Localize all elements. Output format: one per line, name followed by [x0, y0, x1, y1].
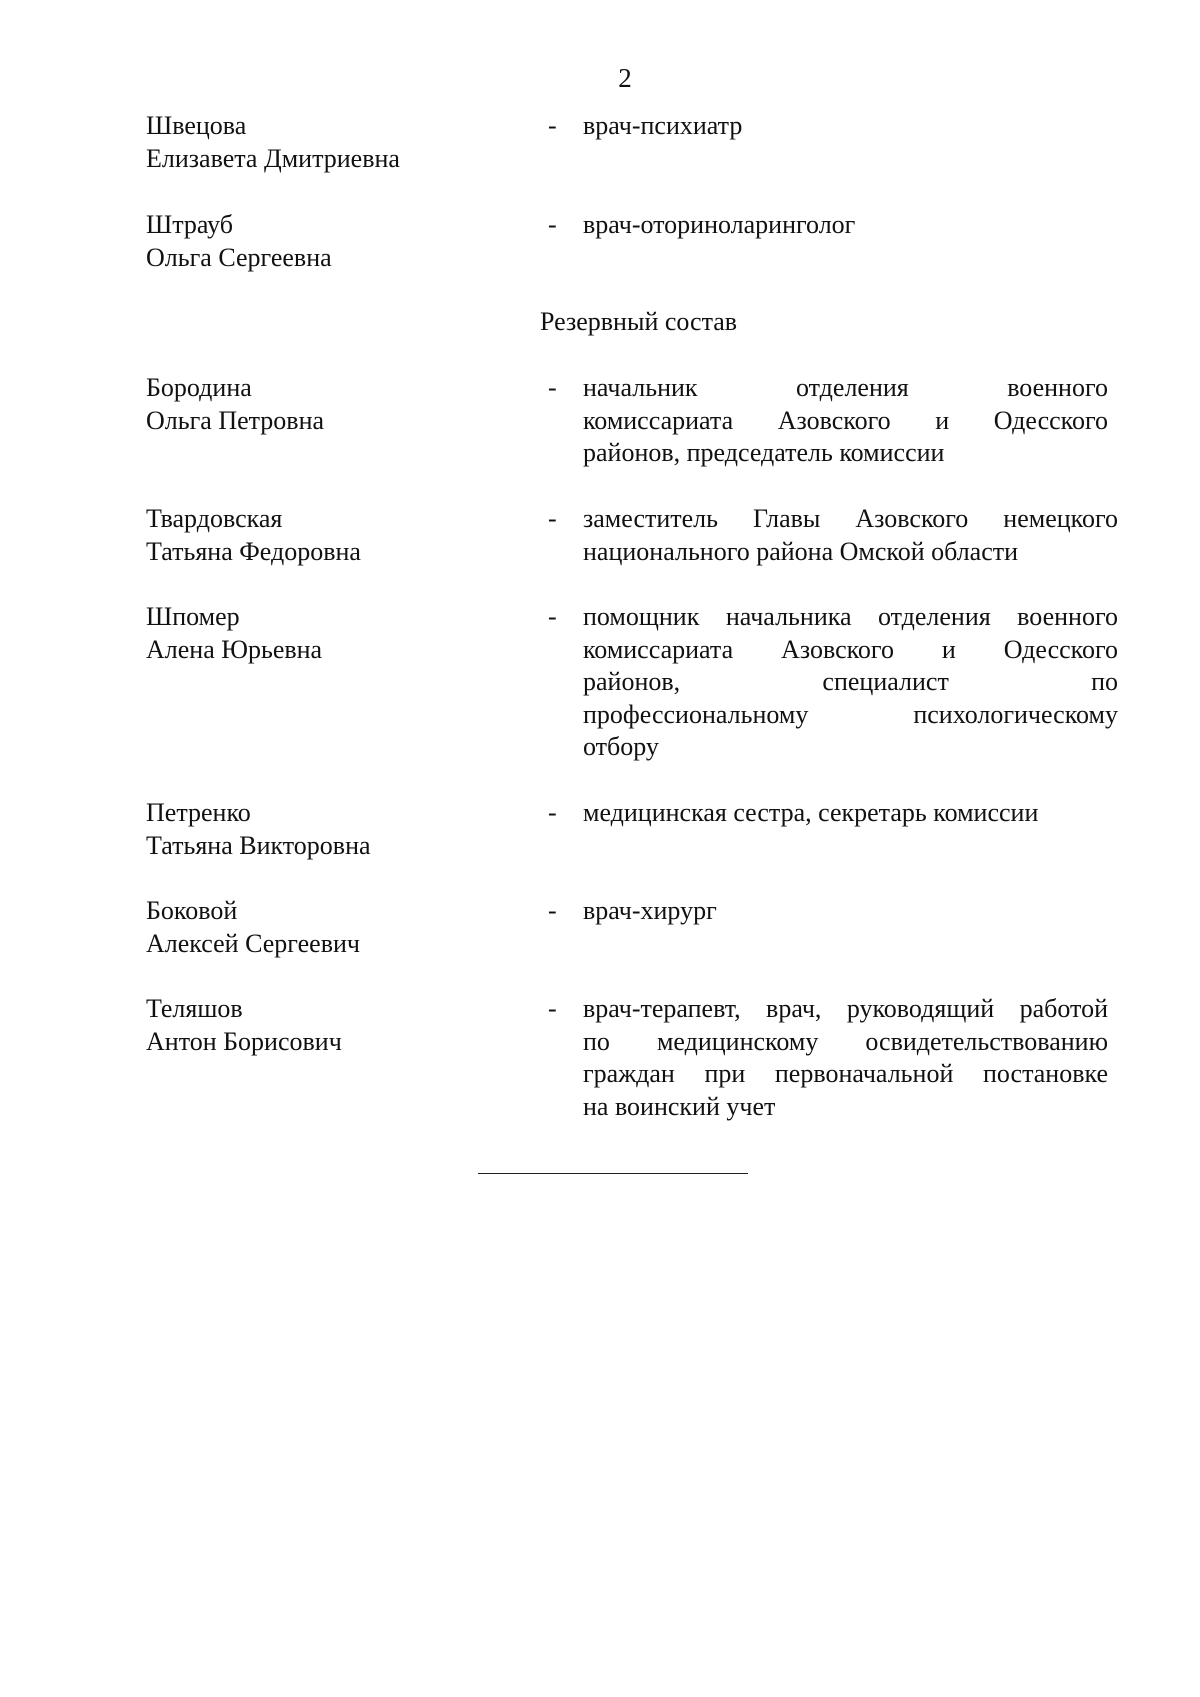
member-name: [146, 372, 526, 437]
dash-separator: -: [548, 111, 557, 140]
dash-separator: -: [548, 994, 557, 1023]
member-role: [583, 503, 1118, 568]
role-line: национального района Омской области: [583, 536, 1019, 566]
member-surname: Шпомер: [146, 602, 240, 631]
member-role: [583, 993, 1108, 1123]
member-surname: Твардовская: [146, 504, 283, 533]
member-surname: Швецова: [146, 111, 247, 140]
member-name: [146, 601, 526, 666]
role-line: профессиональному психологическому: [583, 699, 1118, 729]
member-role: [583, 372, 1108, 470]
end-of-list-rule: [478, 1173, 748, 1174]
member-name: [146, 993, 526, 1058]
member-name: [146, 797, 526, 862]
role-line: врач-терапевт, врач, руководящий работой: [583, 994, 1108, 1023]
page-number: 2: [618, 63, 632, 93]
member-surname: Бородина: [146, 373, 252, 402]
member-given-name: Алексей Сергеевич: [146, 928, 360, 958]
member-surname: Петренко: [146, 798, 251, 827]
role-line: районов, специалист по: [583, 667, 1118, 696]
member-surname: Теляшов: [146, 994, 243, 1023]
role-line: помощник начальника отделения военного: [583, 602, 1118, 631]
member-given-name: Елизавета Дмитриевна: [146, 143, 400, 173]
member-given-name: Татьяна Викторовна: [146, 830, 371, 860]
role-line: врач-оториноларинголог: [583, 210, 856, 239]
member-surname: Штрауб: [146, 210, 234, 239]
role-line: заместитель Главы Азовского немецкого: [583, 504, 1118, 533]
member-role: [583, 797, 1113, 830]
member-name: [146, 895, 526, 960]
member-role: [583, 601, 1118, 764]
role-line: комиссариата Азовского и Одесского: [583, 405, 1108, 435]
member-given-name: Ольга Сергеевна: [146, 242, 332, 272]
role-line: граждан при первоначальной постановке: [583, 1059, 1108, 1088]
member-given-name: Ольга Петровна: [146, 405, 325, 435]
role-line: отбору: [583, 732, 659, 761]
dash-separator: -: [548, 504, 557, 533]
role-line: районов, председатель комиссии: [583, 438, 945, 467]
member-name: [146, 209, 526, 274]
role-line: по медицинскому освидетельствованию: [583, 1026, 1108, 1056]
member-given-name: Антон Борисович: [146, 1026, 342, 1056]
role-line: врач-хирург: [583, 896, 717, 925]
dash-separator: -: [548, 602, 557, 631]
dash-separator: -: [548, 373, 557, 402]
role-line: врач-психиатр: [583, 111, 743, 140]
reserve-section-heading: Резервный состав: [540, 307, 738, 336]
dash-separator: -: [548, 798, 557, 827]
member-surname: Боковой: [146, 896, 238, 925]
member-role: [583, 209, 1113, 242]
role-line: на воинский учет: [583, 1091, 776, 1121]
dash-separator: -: [548, 210, 557, 239]
dash-separator: -: [548, 896, 557, 925]
member-given-name: Татьяна Федоровна: [146, 536, 361, 566]
member-name: [146, 110, 526, 175]
member-given-name: Алена Юрьевна: [146, 634, 323, 664]
member-name: [146, 503, 526, 568]
member-role: [583, 110, 1113, 143]
member-role: [583, 895, 1113, 928]
role-line: начальник отделения военного: [583, 373, 1108, 402]
role-line: комиссариата Азовского и Одесского: [583, 634, 1118, 664]
role-line: медицинская сестра, секретарь комиссии: [583, 798, 1039, 827]
